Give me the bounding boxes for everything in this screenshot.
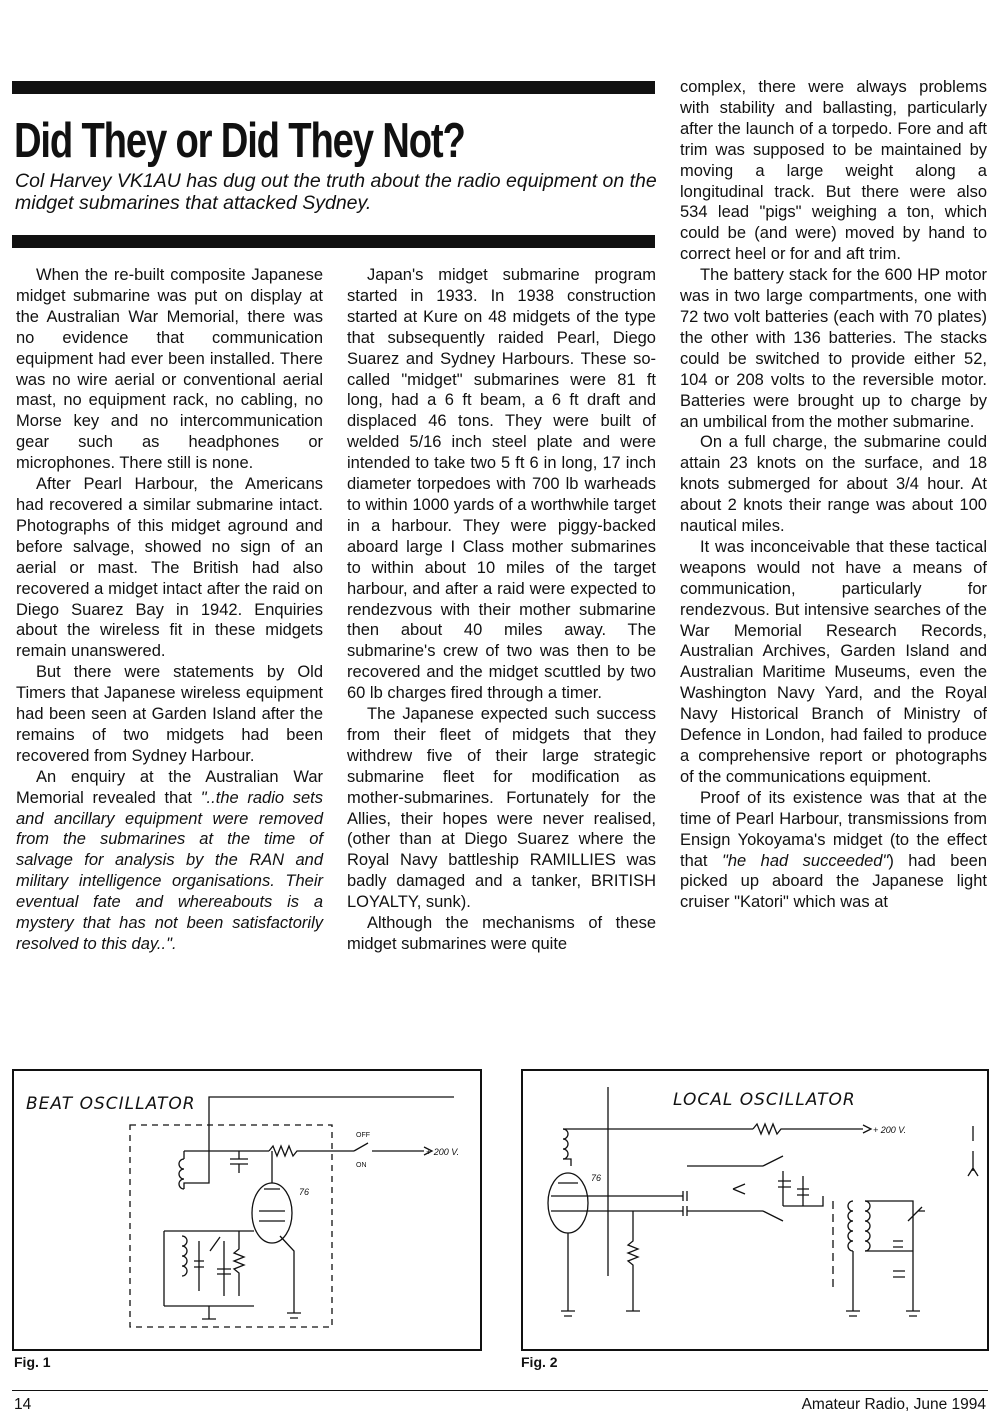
switch-off-label: OFF xyxy=(356,1132,370,1139)
paragraph-lead: Proof of its existence was that at the time of Pearl Harbour, transmissions from Ensign Yokoyama's midget (to the effect that xyxy=(680,788,987,870)
switch-on-label: ON xyxy=(356,1162,367,1169)
top-rule xyxy=(12,81,655,94)
article-title: Did They or Did They Not? xyxy=(14,114,465,168)
paragraph-lead: An enquiry at the Australian War Memorial revealed that xyxy=(16,767,323,807)
paragraph: The Japanese expected such success from their fleet of midgets that they withdrew five of their large strategic submarine fleet for modification as mother-submarines. Fortunately for the Allies, their hopes were never realised, (other than at Diego Suarez where the Royal Navy battleship RAMILLIES was badly damaged and a tanker, BRITISH LOYALTY, sunk). xyxy=(347,705,656,912)
paragraph: Japan's midget submarine program started in 1933. In 1938 construction started at Kure on 48 midgets of the type that subsequently raided Pearl, Diego Suarez and Sydney Harbours. These so-called "midget" submarines were 81 ft long, had a 6 ft beam, a 6 ft draft and displaced 46 tons. They were built of welded 5/16 inch steel plate and were intended to take two 5 ft 6 in long, 17 inch diameter torpedoes with 700 lb warheads to within 1000 yards of a worthwhile target in a harbour. They were piggy-backed aboard large I Class mother submarines to within about 10 miles of the target harbour, and after a raid were expected to rendezvous with their mother submarine then about 40 miles away. The submarine's crew of two was then to be recovered and the midget scuttled by two 60 lb charges fired through a timer. xyxy=(347,266,656,703)
figure-1-beat-oscillator xyxy=(12,1069,482,1351)
publication-footer: Amateur Radio, June 1994 xyxy=(801,1396,986,1413)
paragraph xyxy=(16,767,323,955)
supply-label: + 200 V. xyxy=(873,1125,907,1135)
paragraph-continued: complex, there were always problems with stability and ballasting, particularly after the launch of a torpedo. Fore and aft trim was supposed to be maintained by moving a large weight along a longitudinal track. But there were also 534 lead "pigs" weighing a ton, which could be (and were) moved by hand to correct heel or for and aft trim. xyxy=(680,78,987,264)
article-subtitle: Col Harvey VK1AU has dug out the truth about the radio equipment on the midget submarines that attacked Sydney. xyxy=(15,170,657,214)
paragraph: After Pearl Harbour, the Americans had recovered a similar submarine intact. Photographs of this midget aground and before salvage, showed no sign of an aerial or mast. The British had also recovered a midget intact after the raid on Diego Suarez Bay in 1942. Enquiries about the wireless fit in these midgets remain unanswered. xyxy=(16,475,323,661)
tube-label: 76 xyxy=(299,1187,310,1197)
local-oscillator-schematic xyxy=(523,1071,987,1349)
paragraph: On a full charge, the submarine could attain 23 knots on the surface, and 18 knots submerged for about 3/4 hour. At about 2 knots their range was about 100 nautical miles. xyxy=(680,433,987,536)
column-2 xyxy=(347,265,656,955)
paragraph: It was inconceivable that these tactical weapons would not have a means of communication, particularly for rendezvous. But intensive searches of the War Memorial Research Records, Australian Archives, Garden Island and Australian Maritime Museums, even the Washington Navy Yard, and the Royal Navy Historical Branch of Ministry of Defence in London, had failed to produce a comprehensive report or photographs of the communications equipment. xyxy=(680,537,987,786)
paragraph xyxy=(680,788,987,913)
quotation: "he had succeeded" xyxy=(722,851,889,870)
footer-rule xyxy=(12,1390,988,1391)
quotation: "..the radio sets and ancillary equipment were removed from the submarines at the time of salvage for analysis by the RAN and military intelligence organisations. Their eventual fate and whereabouts is a mystery that has not been satisfactorily resolved to this day..". xyxy=(16,788,323,953)
column-1 xyxy=(16,265,323,955)
paragraph: But there were statements by Old Timers that Japanese wireless equipment had been seen at Garden Island after the remains of two midgets had been recovered from Sydney Harbour. xyxy=(16,663,323,765)
figure-2-caption: Fig. 2 xyxy=(521,1354,558,1370)
paragraph: When the re-built composite Japanese midget submarine was put on display at the Australian War Memorial, there was no evidence that communication equipment had ever been installed. There was no wire aerial or conventional aerial mast, no equipment rack, no cabling, no Morse key and no intercommunication gear such as headphones or microphones. There still is none. xyxy=(16,266,323,473)
page-number: 14 xyxy=(14,1396,32,1413)
paragraph: Although the mechanisms of these midget submarines were quite xyxy=(347,914,656,953)
schematic-heading: BEAT OSCILLATOR xyxy=(26,1094,196,1114)
figure-1-caption: Fig. 1 xyxy=(14,1354,51,1370)
schematic-heading: LOCAL OSCILLATOR xyxy=(673,1090,856,1110)
paragraph: The battery stack for the 600 HP motor was in two large compartments, one with 72 two volt batteries (each with 70 plates) the other with 136 batteries. The stacks could be switched to provide either 52, 104 or 208 volts to the reversible motor. Batteries were brought up to charge by an umbilical from the mother submarine. xyxy=(680,266,987,431)
paragraph-tail: ) had been picked up aboard the Japanese light cruiser "Katori" which was at xyxy=(680,851,988,912)
beat-oscillator-schematic xyxy=(14,1071,480,1349)
bottom-rule xyxy=(12,235,655,248)
column-3 xyxy=(680,77,987,913)
supply-label: + 200 V. xyxy=(426,1147,460,1157)
tube-label: 76 xyxy=(591,1173,602,1183)
figure-2-local-oscillator xyxy=(521,1069,989,1351)
